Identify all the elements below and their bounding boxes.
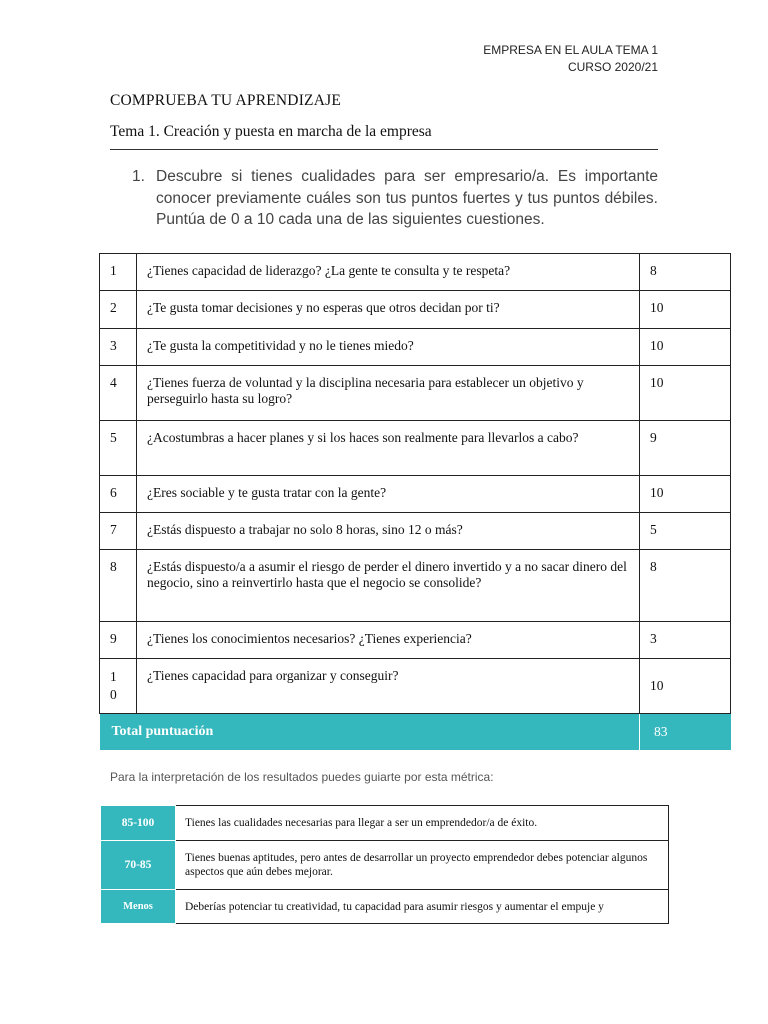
row-number: 4 [100,366,137,421]
metric-row [101,890,669,924]
row-score: 3 [640,622,731,659]
row-number: 2 [100,291,137,329]
table-row [100,550,731,622]
row-number: 1 [100,254,137,291]
row-score: 10 [640,291,731,329]
question-number: 1. [132,168,145,185]
total-label: Total puntuación [100,714,640,751]
row-number: 3 [100,329,137,366]
table-row [100,513,731,550]
row-number: 7 [100,513,137,550]
row-number: 9 [100,622,137,659]
row-number: 6 [100,476,137,513]
metric-range: 70-85 [101,841,176,890]
metric-range: Menos [101,890,176,924]
metric-row [101,806,669,841]
row-question: ¿Estás dispuesto/a a asumir el riesgo de perder el dinero invertido y a no sacar dinero del negocio, sino a reinvertirlo hasta que el negocio se consolide? [137,550,640,622]
row-score: 10 [640,366,731,421]
row-number: 5 [100,421,137,476]
row-score: 9 [640,421,731,476]
row-number: 1 0 [100,659,137,714]
metric-description: Tienes las cualidades necesarias para llegar a ser un emprendedor/a de éxito. [176,806,669,841]
question-text: Descubre si tienes cualidades para ser empresario/a. Es importante conocer previamente cuáles son tus puntos fuertes y tus puntos débiles. Puntúa de 0 a 10 cada una de las siguientes cuestiones. [156,168,658,228]
interpretation-note: Para la interpretación de los resultados puedes guiarte por esta métrica: [110,770,494,784]
header-line-2: CURSO 2020/21 [567,60,658,74]
row-question: ¿Tienes capacidad para organizar y conseguir? [137,659,640,714]
questions-table [99,253,731,750]
row-question: ¿Acostumbras a hacer planes y si los haces son realmente para llevarlos a cabo? [137,421,640,476]
row-question: ¿Tienes capacidad de liderazgo? ¿La gente te consulta y te respeta? [137,254,640,291]
row-question: ¿Tienes los conocimientos necesarios? ¿Tienes experiencia? [137,622,640,659]
row-score: 5 [640,513,731,550]
table-row [100,329,731,366]
metric-table [100,805,669,924]
row-question: ¿Te gusta la competitividad y no le tienes miedo? [137,329,640,366]
row-question: ¿Te gusta tomar decisiones y no esperas que otros decidan por ti? [137,291,640,329]
metric-description: Deberías potenciar tu creatividad, tu capacidad para asumir riesgos y aumentar el empuje y [176,890,669,924]
row-score: 8 [640,550,731,622]
table-row [100,476,731,513]
page-subtitle: Tema 1. Creación y puesta en marcha de la empresa [110,123,432,140]
metric-range: 85-100 [101,806,176,841]
total-value: 83 [640,714,731,751]
document-header [483,42,658,76]
table-row [100,622,731,659]
metric-description: Tienes buenas aptitudes, pero antes de desarrollar un proyecto emprendedor debes potenciar algunos aspectos que aún debes mejorar. [176,841,669,890]
question-prompt [132,166,658,231]
row-score: 10 [640,476,731,513]
row-question: ¿Estás dispuesto a trabajar no solo 8 horas, sino 12 o más? [137,513,640,550]
row-score: 10 [640,329,731,366]
metric-row [101,841,669,890]
row-number: 8 [100,550,137,622]
title-divider [110,149,658,150]
table-row [100,291,731,329]
row-score: 10 [640,659,731,714]
table-row [100,366,731,421]
row-question: ¿Eres sociable y te gusta tratar con la gente? [137,476,640,513]
total-row [100,714,731,751]
page-title: COMPRUEBA TU APRENDIZAJE [110,92,342,109]
row-score: 8 [640,254,731,291]
header-line-1: EMPRESA EN EL AULA TEMA 1 [483,43,658,57]
table-row [100,254,731,291]
table-row [100,421,731,476]
row-question: ¿Tienes fuerza de voluntad y la disciplina necesaria para establecer un objetivo y perseguirlo hasta su logro? [137,366,640,421]
table-row [100,659,731,714]
